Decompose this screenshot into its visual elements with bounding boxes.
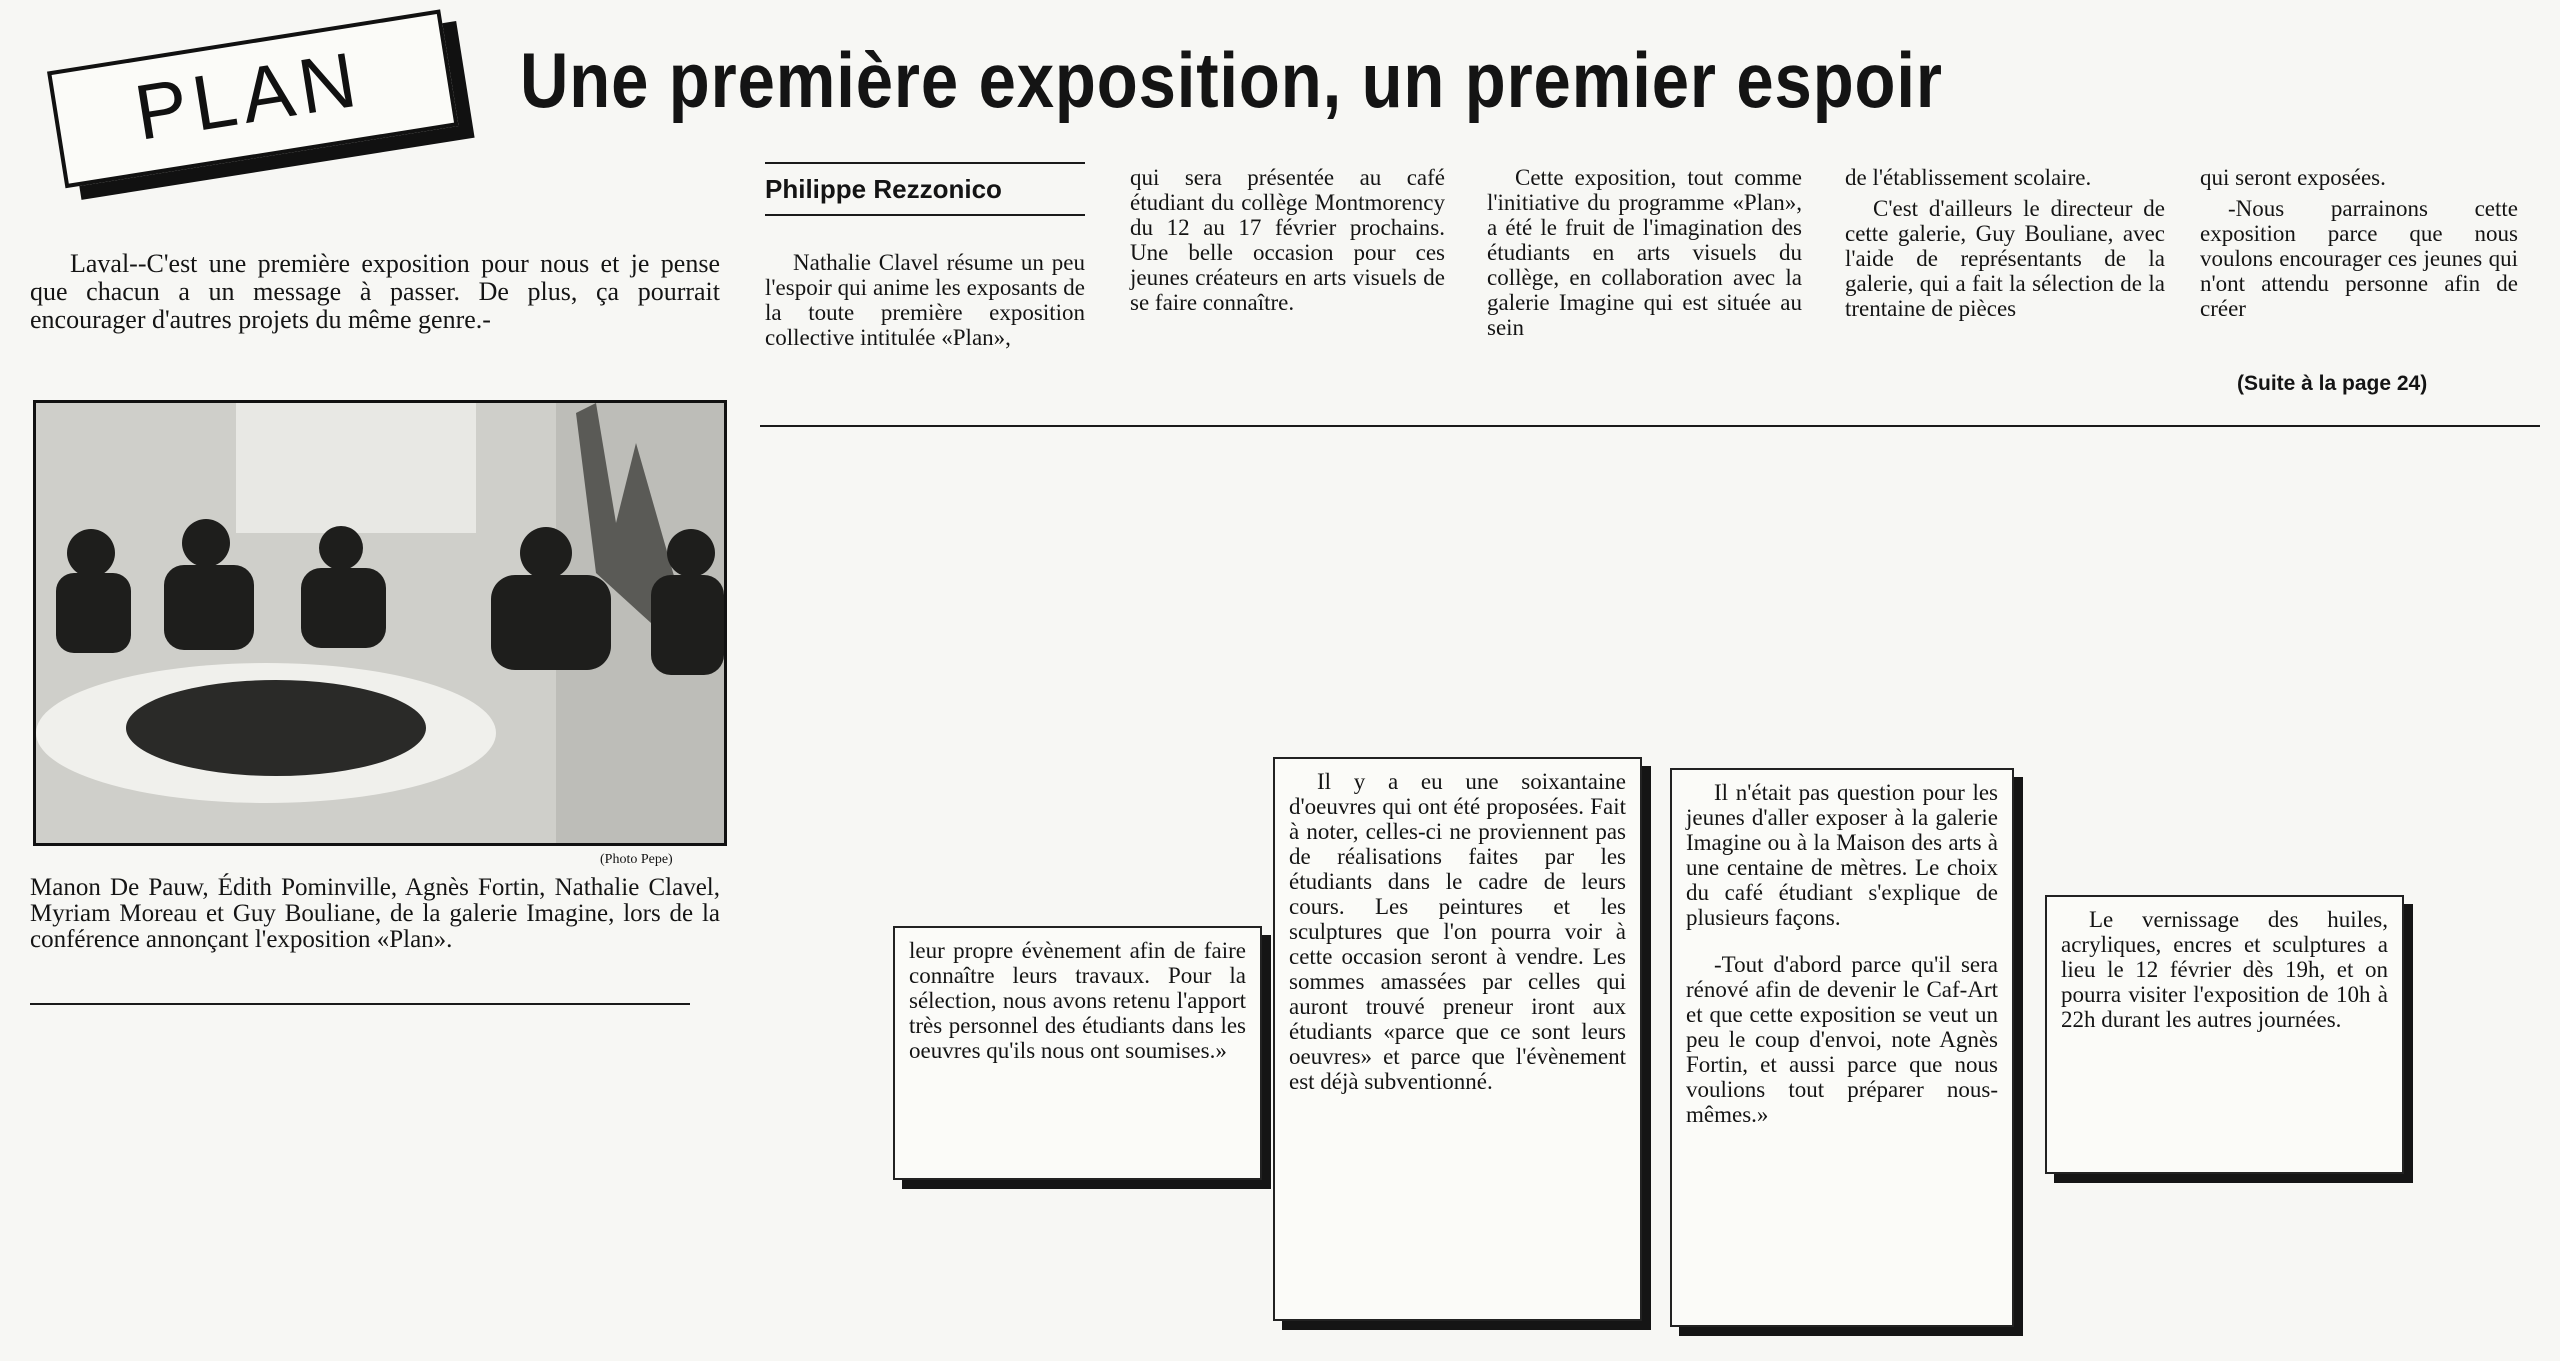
caption-bottom-rule	[30, 1003, 690, 1005]
column-1-text: Nathalie Clavel résume un peu l'espoir qui anime les exposants de la toute première exposition collective intitulée «Plan»,	[765, 250, 1085, 350]
column-2-text: qui sera présentée au café étudiant du collège Montmorency du 12 au 17 février prochains. Une belle occasion pour ces jeunes créateurs en arts visuels de se faire connaître.	[1130, 165, 1445, 315]
photo-caption	[30, 875, 720, 959]
continued-on-page: (Suite à la page 24)	[2237, 372, 2428, 395]
column-5	[2200, 165, 2518, 327]
column-4-text-a: de l'établissement scolaire.	[1845, 165, 2092, 190]
column-4-text-b: C'est d'ailleurs le directeur de cette galerie, Guy Bouliane, avec l'aide de représentants de la galerie, qui a fait la sélection de la trentaine de pièces	[1845, 196, 2165, 321]
kicker-box	[47, 6, 483, 205]
intro-deck	[30, 250, 720, 340]
jump-box-2-text: Il y a eu une soixantaine d'oeuvres qui ont été proposées. Fait à noter, celles-ci ne proviennent pas de réalisations faites par les étudiants dans le cadre de leurs cours. Les peintures et les sculptures que l'on pourra voir à cette occasion seront à vendre. Les sommes amassées par celles qui auront trouvé preneur iront aux étudiants «parce que ce sont leurs oeuvres» et parce que l'évènement est déjà subventionné.	[1289, 769, 1626, 1094]
jump-box-2-column	[1275, 759, 1640, 1110]
headline: Une première exposition, un premier espoir	[520, 36, 1943, 124]
column-5-text-a: qui seront exposées.	[2200, 165, 2386, 190]
jump-box-1-column	[895, 928, 1260, 1079]
column-1	[765, 250, 1085, 356]
jump-box-3-text-a: Il n'était pas question pour les jeunes d'aller exposer à la galerie Imagine ou à la Maison des arts à une centaine de mètres. Le choix du café étudiant s'explique de plusieurs façons.	[1686, 780, 1998, 930]
photo-caption-text: Manon De Pauw, Édith Pominville, Agnès Fortin, Nathalie Clavel, Myriam Moreau et Guy Bouliane, de la galerie Imagine, lors de la conférence annonçant l'exposition «Plan».	[30, 874, 720, 953]
jump-box-2	[1273, 757, 1642, 1321]
photo-table-shadow	[126, 680, 426, 776]
jump-box-3	[1670, 768, 2014, 1327]
intro-text: Laval--C'est une première exposition pour nous et je pense que chacun a un message à passer. De plus, ça pourrait encourager d'autres projets du même genre.-	[30, 249, 720, 334]
column-4	[1845, 165, 2165, 327]
kicker-label: PLAN	[128, 34, 368, 157]
photo-window	[236, 403, 476, 533]
byline-bottom-rule	[765, 214, 1085, 216]
column-5-text-b: -Nous parrainons cette exposition parce que nous voulons encourager ces jeunes qui n'ont attendu personne afin de créer	[2200, 196, 2518, 321]
byline-top-rule	[765, 162, 1085, 164]
photo-credit: (Photo Pepe)	[600, 852, 673, 867]
column-3-text: Cette exposition, tout comme l'initiative du programme «Plan», a été le fruit de l'imagination des étudiants en arts visuels du collège, en collaboration avec la galerie Imagine qui est située au sein	[1487, 165, 1802, 340]
columns-bottom-rule	[760, 425, 2540, 427]
jump-box-1-text: leur propre évènement afin de faire connaître leurs travaux. Pour la sélection, nous avons retenu l'apport très personnel des étudiants dans les oeuvres qu'ils nous ont soumises.»	[909, 938, 1246, 1063]
jump-box-1	[893, 926, 1262, 1180]
jump-box-3-text-b: -Tout d'abord parce qu'il sera rénové afin de devenir le Caf-Art et que cette exposition se veut un peu le coup d'envoi, note Agnès Fortin, et aussi parce que nous voulions tout préparer nous-mêmes.»	[1686, 952, 1998, 1127]
column-3	[1487, 165, 1802, 346]
jump-box-4-text: Le vernissage des huiles, acryliques, encres et sculptures a lieu le 12 février dès 19h, et on pourra visiter l'exposition de 10h à 22h durant les autres journées.	[2061, 907, 2388, 1032]
jump-box-4-column	[2047, 897, 2402, 1048]
photo-illustration	[36, 403, 724, 843]
news-photo	[33, 400, 727, 846]
jump-box-3-column	[1672, 770, 2012, 1143]
byline: Philippe Rezzonico	[765, 174, 1002, 204]
column-2	[1130, 165, 1445, 321]
jump-box-4	[2045, 895, 2404, 1174]
